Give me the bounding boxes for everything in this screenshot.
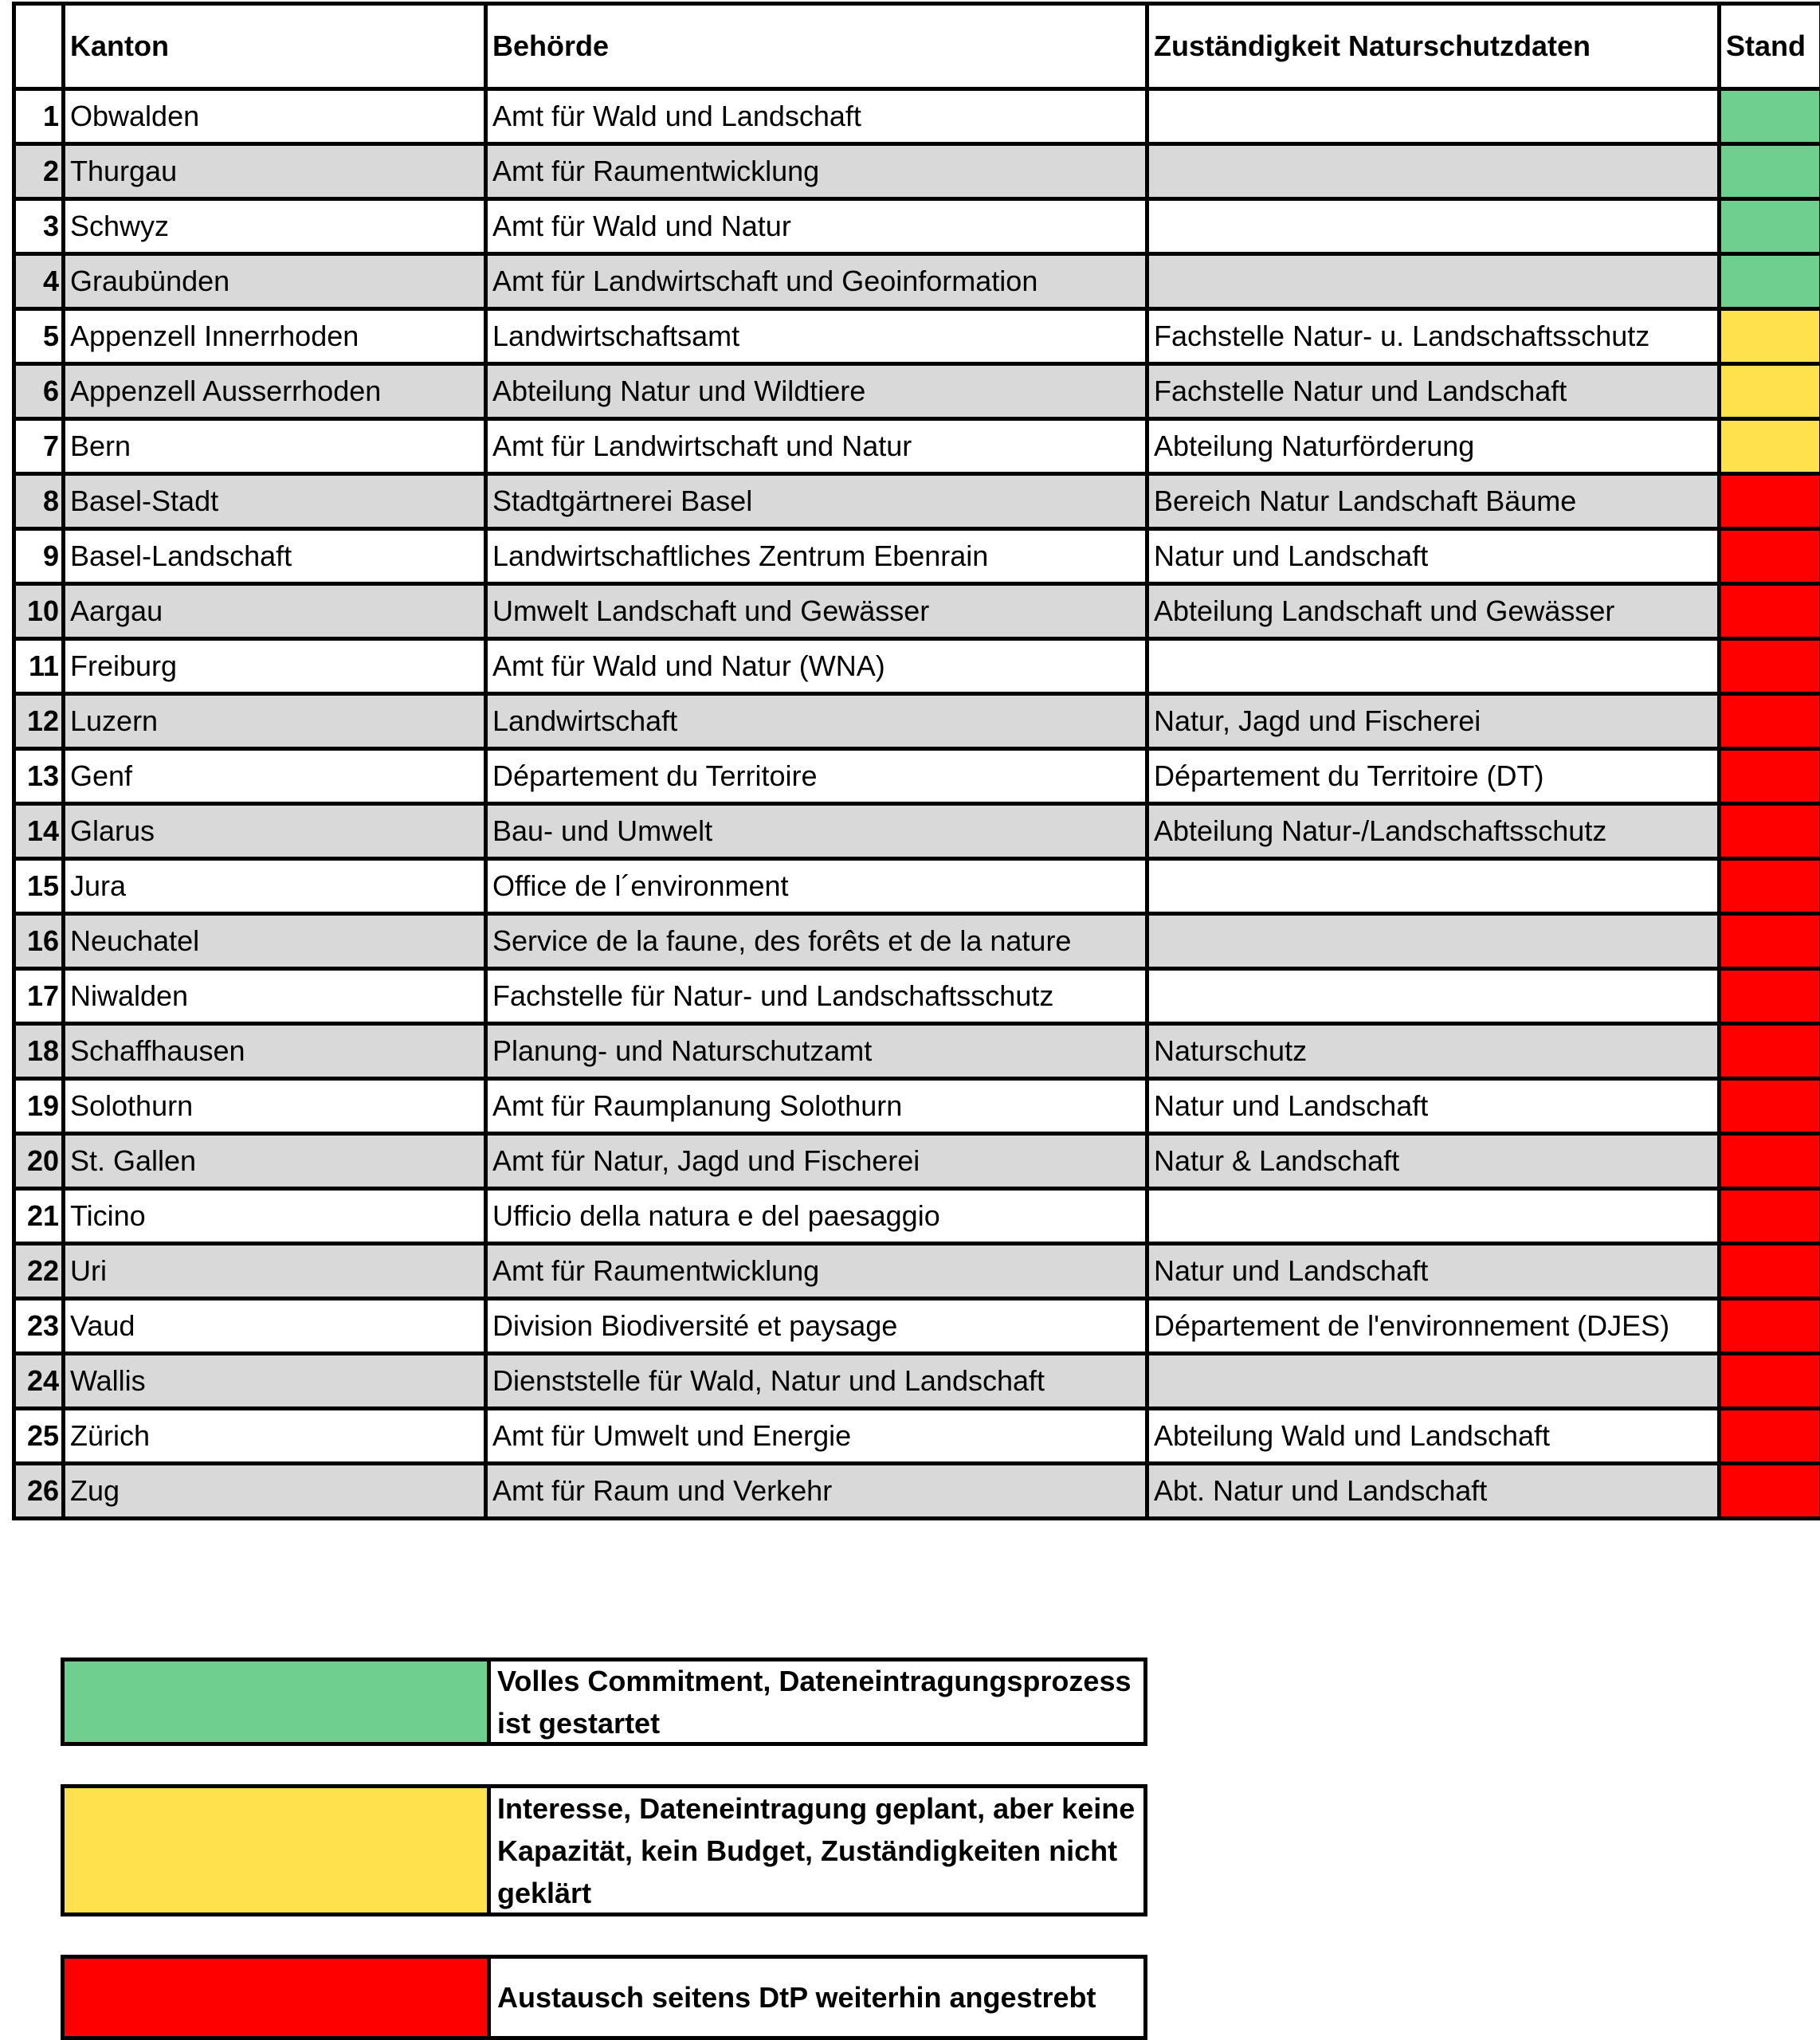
table-row — [14, 1024, 1820, 1079]
status-cell-red — [1720, 694, 1820, 749]
table-row — [14, 694, 1820, 749]
status-cell-red — [1720, 914, 1820, 969]
status-cell-red — [1720, 529, 1820, 584]
legend-label-red: Austausch seitens DtP weiterhin angestrebt — [497, 1981, 1096, 2014]
kanton-cell: Vaud — [64, 1299, 486, 1354]
behoerde-cell: Amt für Raumplanung Solothurn — [486, 1079, 1147, 1134]
behoerde-cell: Dienststelle für Wald, Natur und Landschaft — [486, 1354, 1147, 1409]
kanton-cell: St. Gallen — [64, 1134, 486, 1189]
kanton-cell: Jura — [64, 859, 486, 914]
header-kanton: Kanton — [64, 4, 486, 89]
zustaendigkeit-cell: Natur & Landschaft — [1147, 1134, 1720, 1189]
row-num: 2 — [14, 144, 64, 199]
table-row — [14, 474, 1820, 529]
status-cell-red — [1720, 859, 1820, 914]
zustaendigkeit-cell: Abteilung Wald und Landschaft — [1147, 1409, 1720, 1464]
status-cell-green — [1720, 199, 1820, 254]
behoerde-cell: Amt für Wald und Landschaft — [486, 89, 1147, 144]
table-row — [14, 254, 1820, 309]
behoerde-cell: Amt für Raumentwicklung — [486, 144, 1147, 199]
behoerde-cell: Amt für Natur, Jagd und Fischerei — [486, 1134, 1147, 1189]
row-num: 26 — [14, 1464, 64, 1519]
legend-swatch-green — [65, 1661, 491, 1742]
behoerde-cell: Amt für Raum und Verkehr — [486, 1464, 1147, 1519]
zustaendigkeit-cell: Abteilung Landschaft und Gewässer — [1147, 584, 1720, 639]
kanton-cell: Luzern — [64, 694, 486, 749]
row-num: 9 — [14, 529, 64, 584]
status-cell-red — [1720, 1024, 1820, 1079]
zustaendigkeit-cell — [1147, 1354, 1720, 1409]
zustaendigkeit-cell — [1147, 639, 1720, 694]
behoerde-cell: Amt für Wald und Natur — [486, 199, 1147, 254]
kanton-cell: Wallis — [64, 1354, 486, 1409]
behoerde-cell: Umwelt Landschaft und Gewässer — [486, 584, 1147, 639]
status-cell-yellow — [1720, 309, 1820, 364]
header-row — [14, 4, 1820, 89]
row-num: 16 — [14, 914, 64, 969]
status-cell-red — [1720, 749, 1820, 804]
behoerde-cell: Amt für Raumentwicklung — [486, 1244, 1147, 1299]
behoerde-cell: Landwirtschaftliches Zentrum Ebenrain — [486, 529, 1147, 584]
row-num: 11 — [14, 639, 64, 694]
table-row — [14, 1244, 1820, 1299]
table-row — [14, 144, 1820, 199]
status-cell-red — [1720, 1354, 1820, 1409]
behoerde-cell: Service de la faune, des forêts et de la nature — [486, 914, 1147, 969]
kanton-cell: Graubünden — [64, 254, 486, 309]
row-num: 19 — [14, 1079, 64, 1134]
behoerde-cell: Ufficio della natura e del paesaggio — [486, 1189, 1147, 1244]
table-row — [14, 749, 1820, 804]
row-num: 1 — [14, 89, 64, 144]
behoerde-cell: Landwirtschaft — [486, 694, 1147, 749]
row-num: 3 — [14, 199, 64, 254]
behoerde-cell: Amt für Umwelt und Energie — [486, 1409, 1147, 1464]
kanton-cell: Zug — [64, 1464, 486, 1519]
kanton-cell: Basel-Landschaft — [64, 529, 486, 584]
behoerde-cell: Planung- und Naturschutzamt — [486, 1024, 1147, 1079]
behoerde-cell: Fachstelle für Natur- und Landschaftsschutz — [486, 969, 1147, 1024]
row-num: 18 — [14, 1024, 64, 1079]
status-cell-red — [1720, 1244, 1820, 1299]
zustaendigkeit-cell — [1147, 859, 1720, 914]
legend-green — [61, 1658, 1147, 1746]
zustaendigkeit-cell: Naturschutz — [1147, 1024, 1720, 1079]
row-num: 14 — [14, 804, 64, 859]
status-cell-red — [1720, 969, 1820, 1024]
kanton-cell: Genf — [64, 749, 486, 804]
behoerde-cell: Stadtgärtnerei Basel — [486, 474, 1147, 529]
header-behoerde: Behörde — [486, 4, 1147, 89]
row-num: 5 — [14, 309, 64, 364]
legend-red — [61, 1955, 1147, 2040]
kanton-cell: Aargau — [64, 584, 486, 639]
row-num: 12 — [14, 694, 64, 749]
table-row — [14, 1189, 1820, 1244]
table-row — [14, 1354, 1820, 1409]
zustaendigkeit-cell: Abteilung Natur-/Landschaftsschutz — [1147, 804, 1720, 859]
behoerde-cell: Amt für Landwirtschaft und Geoinformation — [486, 254, 1147, 309]
kanton-cell: Uri — [64, 1244, 486, 1299]
kanton-cell: Neuchatel — [64, 914, 486, 969]
zustaendigkeit-cell: Natur und Landschaft — [1147, 1244, 1720, 1299]
zustaendigkeit-cell — [1147, 89, 1720, 144]
kanton-cell: Schwyz — [64, 199, 486, 254]
behoerde-cell: Bau- und Umwelt — [486, 804, 1147, 859]
kanton-cell: Appenzell Ausserrhoden — [64, 364, 486, 419]
zustaendigkeit-cell: Abt. Natur und Landschaft — [1147, 1464, 1720, 1519]
behoerde-cell: Amt für Landwirtschaft und Natur — [486, 419, 1147, 474]
table-row — [14, 199, 1820, 254]
zustaendigkeit-cell: Abteilung Naturförderung — [1147, 419, 1720, 474]
zustaendigkeit-cell — [1147, 254, 1720, 309]
zustaendigkeit-cell — [1147, 969, 1720, 1024]
row-num: 17 — [14, 969, 64, 1024]
zustaendigkeit-cell: Natur und Landschaft — [1147, 529, 1720, 584]
status-cell-red — [1720, 1134, 1820, 1189]
status-cell-green — [1720, 144, 1820, 199]
table-row — [14, 419, 1820, 474]
zustaendigkeit-cell — [1147, 144, 1720, 199]
behoerde-cell: Abteilung Natur und Wildtiere — [486, 364, 1147, 419]
behoerde-cell: Département du Territoire — [486, 749, 1147, 804]
row-num: 6 — [14, 364, 64, 419]
kanton-cell: Ticino — [64, 1189, 486, 1244]
row-num: 25 — [14, 1409, 64, 1464]
kanton-cell: Thurgau — [64, 144, 486, 199]
zustaendigkeit-cell: Natur, Jagd und Fischerei — [1147, 694, 1720, 749]
table-row — [14, 1464, 1820, 1519]
table-row — [14, 1134, 1820, 1189]
legend-label-yellow: Interesse, Dateneintragung geplant, aber keine Kapazität, kein Budget, Zuständigkeiten nicht geklärt — [497, 1791, 1136, 1909]
status-cell-red — [1720, 1079, 1820, 1134]
kanton-cell: Zürich — [64, 1409, 486, 1464]
kanton-cell: Freiburg — [64, 639, 486, 694]
behoerde-cell: Amt für Wald und Natur (WNA) — [486, 639, 1147, 694]
table-row — [14, 1409, 1820, 1464]
table-row — [14, 1299, 1820, 1354]
status-cell-yellow — [1720, 364, 1820, 419]
status-cell-red — [1720, 1299, 1820, 1354]
row-num: 7 — [14, 419, 64, 474]
behoerde-cell: Office de l´environment — [486, 859, 1147, 914]
table-row — [14, 529, 1820, 584]
legend-yellow — [61, 1784, 1147, 1916]
status-cell-red — [1720, 1464, 1820, 1519]
table-row — [14, 969, 1820, 1024]
kanton-cell: Solothurn — [64, 1079, 486, 1134]
zustaendigkeit-cell: Département du Territoire (DT) — [1147, 749, 1720, 804]
zustaendigkeit-cell: Bereich Natur Landschaft Bäume — [1147, 474, 1720, 529]
status-cell-red — [1720, 1189, 1820, 1244]
zustaendigkeit-cell: Département de l'environnement (DJES) — [1147, 1299, 1720, 1354]
zustaendigkeit-cell: Fachstelle Natur und Landschaft — [1147, 364, 1720, 419]
table-row — [14, 89, 1820, 144]
row-num: 20 — [14, 1134, 64, 1189]
zustaendigkeit-cell — [1147, 914, 1720, 969]
table-body — [14, 89, 1820, 1519]
status-cell-yellow — [1720, 419, 1820, 474]
status-cell-red — [1720, 1409, 1820, 1464]
canton-status-table — [12, 2, 1820, 1520]
table-row — [14, 804, 1820, 859]
header-stand: Stand — [1720, 4, 1820, 89]
zustaendigkeit-cell — [1147, 1189, 1720, 1244]
table-row — [14, 639, 1820, 694]
status-cell-red — [1720, 474, 1820, 529]
table-row — [14, 364, 1820, 419]
row-num: 22 — [14, 1244, 64, 1299]
kanton-cell: Basel-Stadt — [64, 474, 486, 529]
row-num: 15 — [14, 859, 64, 914]
zustaendigkeit-cell: Fachstelle Natur- u. Landschaftsschutz — [1147, 309, 1720, 364]
row-num: 21 — [14, 1189, 64, 1244]
kanton-cell: Schaffhausen — [64, 1024, 486, 1079]
kanton-cell: Bern — [64, 419, 486, 474]
status-cell-green — [1720, 89, 1820, 144]
legend-swatch-red — [65, 1959, 491, 2036]
zustaendigkeit-cell — [1147, 199, 1720, 254]
status-cell-red — [1720, 639, 1820, 694]
status-cell-red — [1720, 804, 1820, 859]
kanton-cell: Appenzell Innerrhoden — [64, 309, 486, 364]
kanton-cell: Obwalden — [64, 89, 486, 144]
status-cell-red — [1720, 584, 1820, 639]
table-row — [14, 584, 1820, 639]
header-num — [14, 4, 64, 89]
legend-swatch-yellow — [65, 1788, 491, 1912]
row-num: 13 — [14, 749, 64, 804]
kanton-cell: Glarus — [64, 804, 486, 859]
row-num: 8 — [14, 474, 64, 529]
row-num: 24 — [14, 1354, 64, 1409]
row-num: 23 — [14, 1299, 64, 1354]
row-num: 4 — [14, 254, 64, 309]
behoerde-cell: Landwirtschaftsamt — [486, 309, 1147, 364]
table-row — [14, 859, 1820, 914]
legend-label-green: Volles Commitment, Dateneintragungsprozess ist gestartet — [497, 1664, 1132, 1740]
row-num: 10 — [14, 584, 64, 639]
behoerde-cell: Division Biodiversité et paysage — [486, 1299, 1147, 1354]
table-row — [14, 309, 1820, 364]
zustaendigkeit-cell: Natur und Landschaft — [1147, 1079, 1720, 1134]
header-zustaendigkeit: Zuständigkeit Naturschutzdaten — [1147, 4, 1720, 89]
status-cell-green — [1720, 254, 1820, 309]
table-row — [14, 1079, 1820, 1134]
kanton-cell: Niwalden — [64, 969, 486, 1024]
table-row — [14, 914, 1820, 969]
